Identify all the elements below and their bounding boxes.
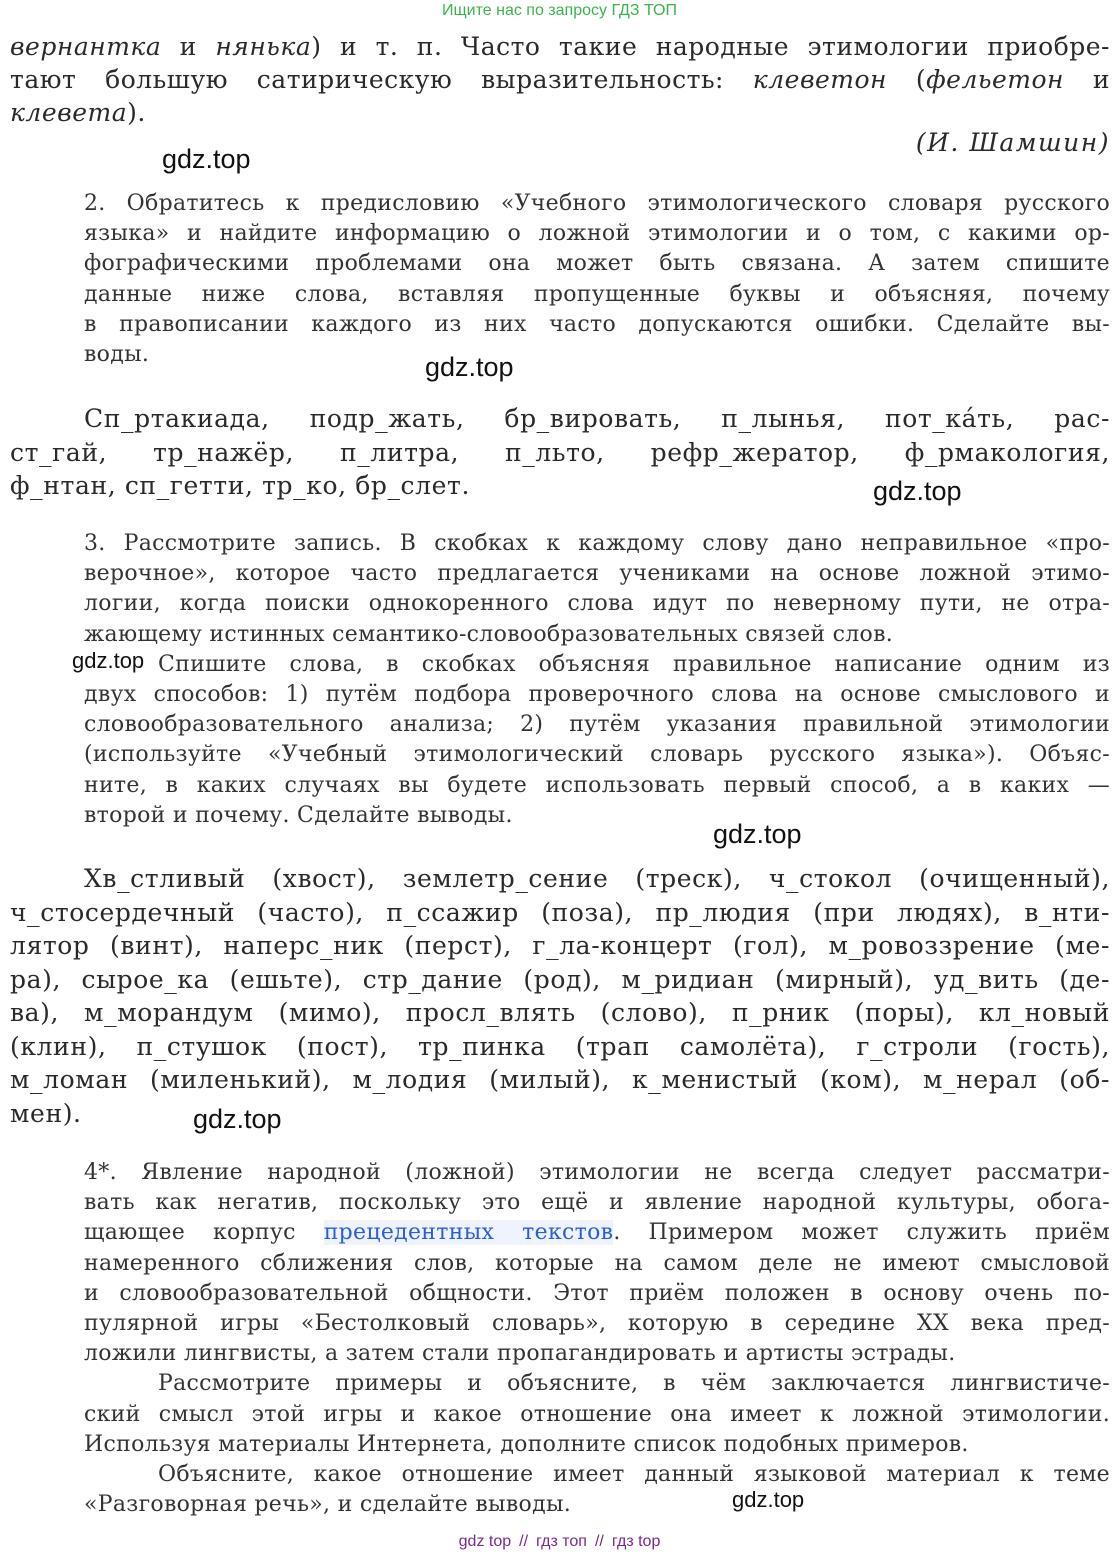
task4-line: Используя материалы Интернета, дополните список подобных примеров. [84,1431,969,1457]
task3-words-line: ва), м_морандум (мимо), просл_влять (слово), п_рник (поры), кл_новый [10,998,1110,1027]
precedent-texts-link[interactable]: прецедентных текстов [323,1220,614,1246]
task3-line: ните, в каких случаях вы будете использовать первый способ, а в каких — [84,772,1110,798]
task2-words-line: Сп_ртакиада, подр_жать, бр_вировать, п_лынья, пот_ка́ть, рас- [84,404,1110,433]
footer-link-gdz-top-ru[interactable]: гдз топ [536,1533,587,1550]
task2-words-line: ст_гай, тр_нажёр, п_литра, п_льто, рефр_жератор, ф_рмакология, [10,437,1110,467]
quote-author: (И. Шамшин) [915,128,1110,157]
task3-words-line: ра), сырое_ка (ешьте), стр_дание (род), м_ридиан (мирный), уд_вить (де- [10,964,1110,994]
task3-words-line: (клин), п_стушок (пост), тр_пинка (трап самолёта), г_строли (гость), [10,1031,1110,1061]
footer-link-gdz-top[interactable]: gdz top [458,1533,512,1550]
intro-text [10,30,1110,129]
task3-line: (используйте «Учебный этимологический словарь русского языка»). Объяс- [84,742,1110,768]
task2-text [84,189,1110,370]
task3-words-line: лятор (винт), наперс_ник (перст), г_ла-концерт (гол), м_ровоззрение (ме- [10,931,1110,960]
task4-line: намеренного сближения слов, которые на самом деле не имеют смысловой [84,1250,1110,1276]
task3-words [10,862,1110,1130]
task4-line: ский смысл этой игры и какое отношение она имеет к ложной этимологии. [84,1401,1110,1427]
task4-line: «Разговорная речь», и сделайте выводы. [84,1492,572,1518]
task3-words-line: мен). [10,1098,82,1128]
top-banner[interactable]: Ищите нас по запросу ГДЗ ТОП [442,2,677,19]
task3-line: словообразовательного анализа; 2) путём указания правильной этимологии [84,712,1110,738]
task3-words-line: Хв_стливый (хвост), землетр_сение (треск), ч_стокол (очищенный), [84,864,1110,893]
task2-line: данные ниже слова, вставляя пропущенные буквы и объясняя, почему [84,281,1110,307]
task3-line: двух способов: 1) путём подбора проверочного слова на основе смыслового и [84,682,1110,708]
watermark: gdz.top [193,1104,282,1134]
task4-line: вать как негатив, поскольку это ещё и явление народной культуры, обога- [84,1190,1110,1216]
task2-line: 2. Обратитесь к предисловию «Учебного этимологического словаря русского [84,191,1110,216]
task3-text [84,529,1110,831]
task4-line: пулярной игры «Бестолковый словарь», которую в середине XX века пред- [84,1311,1110,1337]
watermark: gdz.top [72,648,145,673]
task3-words-line: ч_стосердечный (часто), п_ссажир (поза), пр_людия (при людях), в_нти- [10,897,1110,927]
task3-line: 3. Рассмотрите запись. В скобках к каждому слову дано неправильное «про- [84,531,1110,556]
task4-line: Рассмотрите примеры и объясните, в чём заключается лингвистиче- [158,1371,1110,1397]
task2-line: языка» и найдите информацию о ложной этимологии и о том, с какими ор- [84,221,1110,247]
watermark: gdz.top [713,819,802,849]
task4-line: щающее корпус прецедентных текстов. Примером может служить приём [84,1220,1110,1246]
task4-line: ложили лингвисты, а затем стали пропагандировать и артисты эстрады. [84,1341,956,1367]
footer-separator: // [519,1533,529,1550]
task4-text [84,1158,1110,1520]
intro-line-2: тают большую сатирическую выразительность: клеветон (фельетон и [10,65,1110,94]
task2-line: воды. [84,342,150,368]
watermark: gdz.top [873,476,962,506]
task4-line: 4*. Явление народной (ложной) этимологии не всегда следует рассматри- [84,1160,1110,1185]
task3-line: второй и почему. Сделайте выводы. [84,802,513,828]
watermark: gdz.top [425,352,514,382]
task4-line: Объясните, какое отношение имеет данный языковой материал к теме [158,1462,1110,1488]
watermark: gdz.top [162,144,251,174]
intro-line-1: вернантка и нянька) и т. п. Часто такие народные этимологии приобре- [10,32,1111,61]
task2-line: в правописании каждого из них часто допускаются ошибки. Сделайте вы- [84,311,1110,337]
watermark: gdz.top [732,1487,805,1512]
task4-line: и словообразовательной общности. Этот приём положен в основу очень по- [84,1280,1110,1306]
task3-words-line: м_ломан (миленький), м_лодия (милый), к_менистый (ком), м_нерал (об- [10,1065,1110,1094]
footer-separator: // [594,1533,604,1550]
intro-line-3: клевета). [10,98,146,127]
footer-banner [0,1530,1119,1554]
footer-link-gdz-top-mixed[interactable]: гдз top [611,1533,661,1550]
task2-line: фографическими проблемами она может быть связана. А затем спишите [84,251,1110,277]
task3-line: Спишите слова, в скобках объясняя правильное написание одним из [158,651,1110,677]
task3-line: логии, когда поиски однокоренного слова идут по неверному пути, не отра- [84,591,1110,617]
task3-line: верочное», которое часто предлагается учениками на основе ложной этимо- [84,561,1110,587]
task3-line: жающему истинных семантико-словообразовательных связей слов. [84,621,894,647]
task2-words-line: ф_нтан, сп_гетти, тр_ко, бр_слет. [10,471,471,500]
